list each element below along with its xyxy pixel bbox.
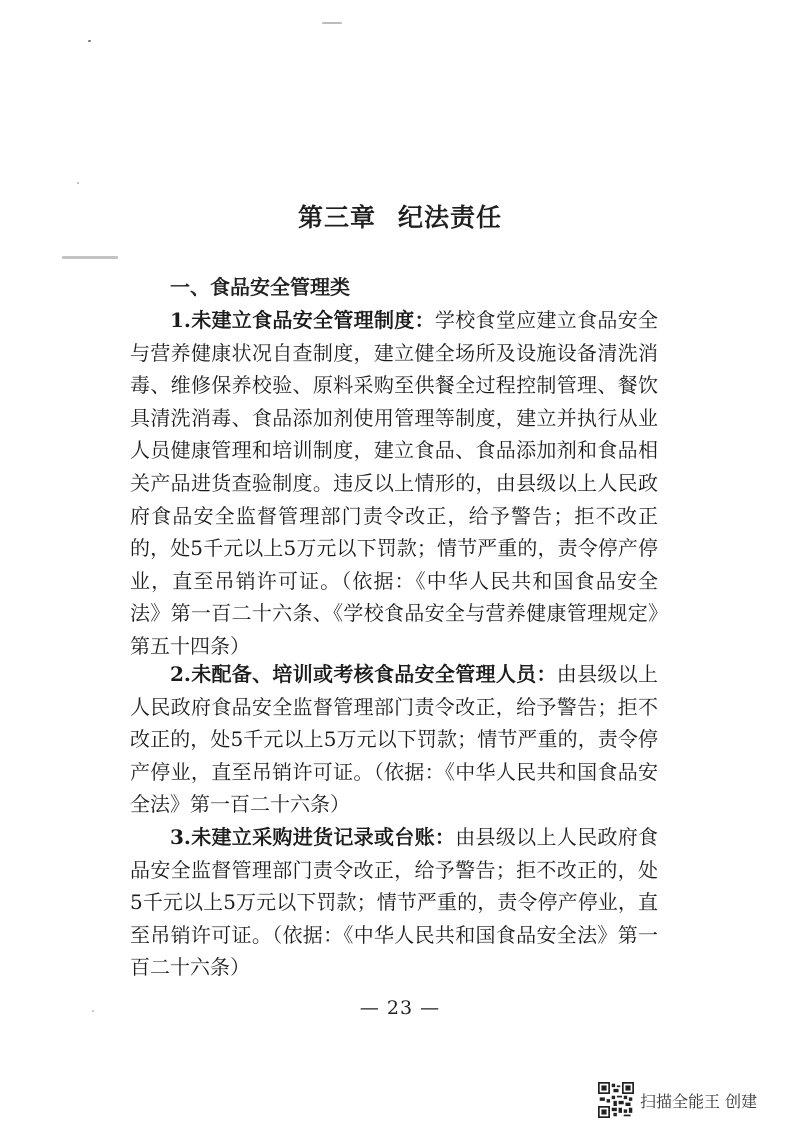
chapter-name: 纪法责任 xyxy=(398,203,503,232)
section-heading: 一、食品安全管理类 xyxy=(170,275,350,299)
qr-code-icon xyxy=(598,1082,634,1118)
item-lead: 2.未配备、培训或考核食品安全管理人员： xyxy=(170,662,557,686)
item-text: 由县级以上人民政府食品安全监督管理部门责令改正，给予警告；拒不改正的，处5千元以上5万元以下罚款；情节严重的，责令停产停业，直至吊销许可证。（依据：《中华人民共和国食品安全法》第一百二十六条） xyxy=(130,662,659,817)
item-lead: 3.未建立采购进货记录或台账： xyxy=(170,825,456,849)
scan-speck xyxy=(62,256,118,259)
page-number: — 23 — xyxy=(359,997,441,1019)
paragraph-item-2 xyxy=(130,658,658,821)
scan-speck xyxy=(77,182,79,184)
watermark-text: 扫描全能王 创建 xyxy=(640,1091,758,1111)
item-text: 学校食堂应建立食品安全与营养健康状况自查制度，建立健全场所及设施设备清洗消毒、维修保养校验、原料采购至供餐全过程控制管理、餐饮具清洗消毒、食品添加剂使用管理等制度，建立并执行从业人员健康管理和培训制度，建立食品、食品添加剂和食品相关产品进货查验制度。违反以上情形的，由县级以上人民政府食品安全监督管理部门责令改正，给予警告；拒不改正的，处5千元以上5万元以下罚款；情节严重的，责令停产停业，直至吊销许可证。（依据：《中华人民共和国食品安全法》第一百二十六条、《学校食品安全与营养健康管理规定》第五十四条） xyxy=(130,308,658,658)
paragraph-item-1 xyxy=(130,304,658,663)
item-lead: 1.未建立食品安全管理制度： xyxy=(170,308,435,332)
chapter-number: 第三章 xyxy=(297,203,376,232)
scan-speck xyxy=(88,40,91,42)
chapter-title xyxy=(0,198,800,234)
paragraph-item-3 xyxy=(130,821,658,984)
scanner-watermark xyxy=(598,1080,757,1120)
item-text: 由县级以上人民政府食品安全监督管理部门责令改正，给予警告；拒不改正的，处5千元以上5万元以下罚款；情节严重的，责令停产停业，直至吊销许可证。（依据：《中华人民共和国食品安全法》第一百二十六条） xyxy=(130,825,659,980)
scan-speck xyxy=(322,22,342,24)
